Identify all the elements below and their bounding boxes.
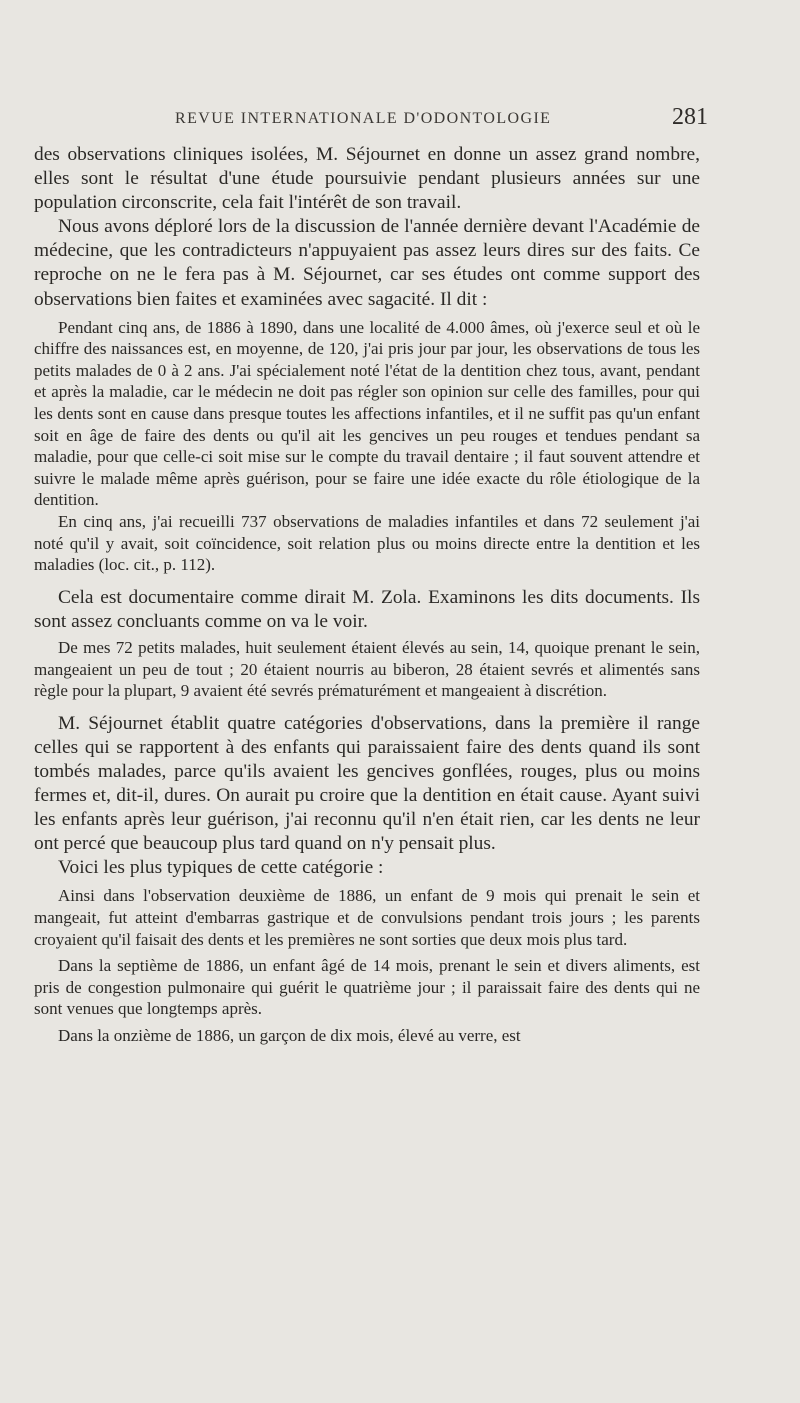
quote-paragraph-1: Pendant cinq ans, de 1886 à 1890, dans une localité de 4.000 âmes, où j'exerce seul et où le chiffre des naissances est, en moyenne, de 120, j'ai pris jour par jour, les observations de tous les petits malades de 0 à 2 ans. J'ai spécialement noté l'état de la dentition chez tous, avant, pendant et après la maladie, car le médecin ne doit pas régler son opinion sur celle des familles, pour qui les dents sont en cause dans presque toutes les affections infantiles, et il ne suffit pas qu'un enfant soit en âge de faire des dents ou qu'il ait les gencives un peu rouges et tendues pendant sa maladie, pour que celle-ci soit mise sur le compte du travail dentaire ; il faut souvent attendre et suivre le malade même après guérison, pour se faire une idée exacte du rôle étiologique de la dentition. <box>34 317 700 510</box>
body-text <box>34 143 700 1047</box>
quote-paragraph-3: De mes 72 petits malades, huit seulement étaient élevés au sein, 14, quoique prenant le sein, mangeaient un peu de tout ; 20 étaient nourris au biberon, 28 étaient sevrés et alimentés sans règle pour la plupart, 9 avaient été sevrés prématurément et mangeaient à discrétion. <box>34 637 700 701</box>
running-header <box>40 104 708 134</box>
quote-paragraph-5: Dans la septième de 1886, un enfant âgé de 14 mois, prenant le sein et divers aliments, est pris de congestion pulmonaire qui guérit le quatrième jour ; il paraissait faire des dents qui ne sont venues que longtemps après. <box>34 956 700 1019</box>
page-number: 281 <box>672 104 708 130</box>
paragraph-categories: M. Séjournet établit quatre catégories d'observations, dans la première il range celles qui se rapportent à des enfants qui paraissaient faire des dents quand ils sont tombés malades, parce qu'ils avaient les gencives gonflées, rouges, plus ou moins fermes et, dit-il, dures. On aurait pu croire que la dentition en était cause. Ayant suivi les enfants après leur guérison, j'ai reconnu qu'il n'en était rien, car les dents ne leur ont percé que beaucoup plus tard quand on n'y pensait plus. <box>34 712 700 855</box>
paragraph-typiques: Voici les plus typiques de cette catégorie : <box>58 857 384 879</box>
paragraph-zola: Cela est documentaire comme dirait M. Zola. Examinons les dits documents. Ils sont assez concluants comme on va le voir. <box>34 586 700 632</box>
quote-paragraph-2: En cinq ans, j'ai recueilli 737 observations de maladies infantiles et dans 72 seulement j'ai noté qu'il y avait, soit coïncidence, soit relation plus ou moins directe entre la dentition et les maladies (loc. cit., p. 112). <box>34 512 700 575</box>
quote-paragraph-6: Dans la onzième de 1886, un garçon de dix mois, élevé au verre, est <box>58 1025 521 1045</box>
paragraph-continuation: des observations cliniques isolées, M. Séjournet en donne un assez grand nombre, elles sont le résultat d'une étude poursuivie pendant plusieurs années sur une population circonscrite, cela fait l'intérêt de son travail. <box>34 144 700 214</box>
quote-paragraph-4: Ainsi dans l'observation deuxième de 1886, un enfant de 9 mois qui prenait le sein et mangeait, fut atteint d'embarras gastrique et de convulsions pendant trois jours ; les parents croyaient qu'il faisait des dents et les premières ne sont sorties que deux mois plus tard. <box>34 886 700 949</box>
paragraph-academie: Nous avons déploré lors de la discussion de l'année dernière devant l'Académie de médecine, que les contradicteurs n'appuyaient pas assez leurs dires sur des faits. Ce reproche on ne le fera pas à M. Séjournet, car ses études ont comme support des observations bien faites et examinées avec sagacité. Il dit : <box>34 216 700 310</box>
journal-title: REVUE INTERNATIONALE D'ODONTOLOGIE <box>175 110 552 127</box>
